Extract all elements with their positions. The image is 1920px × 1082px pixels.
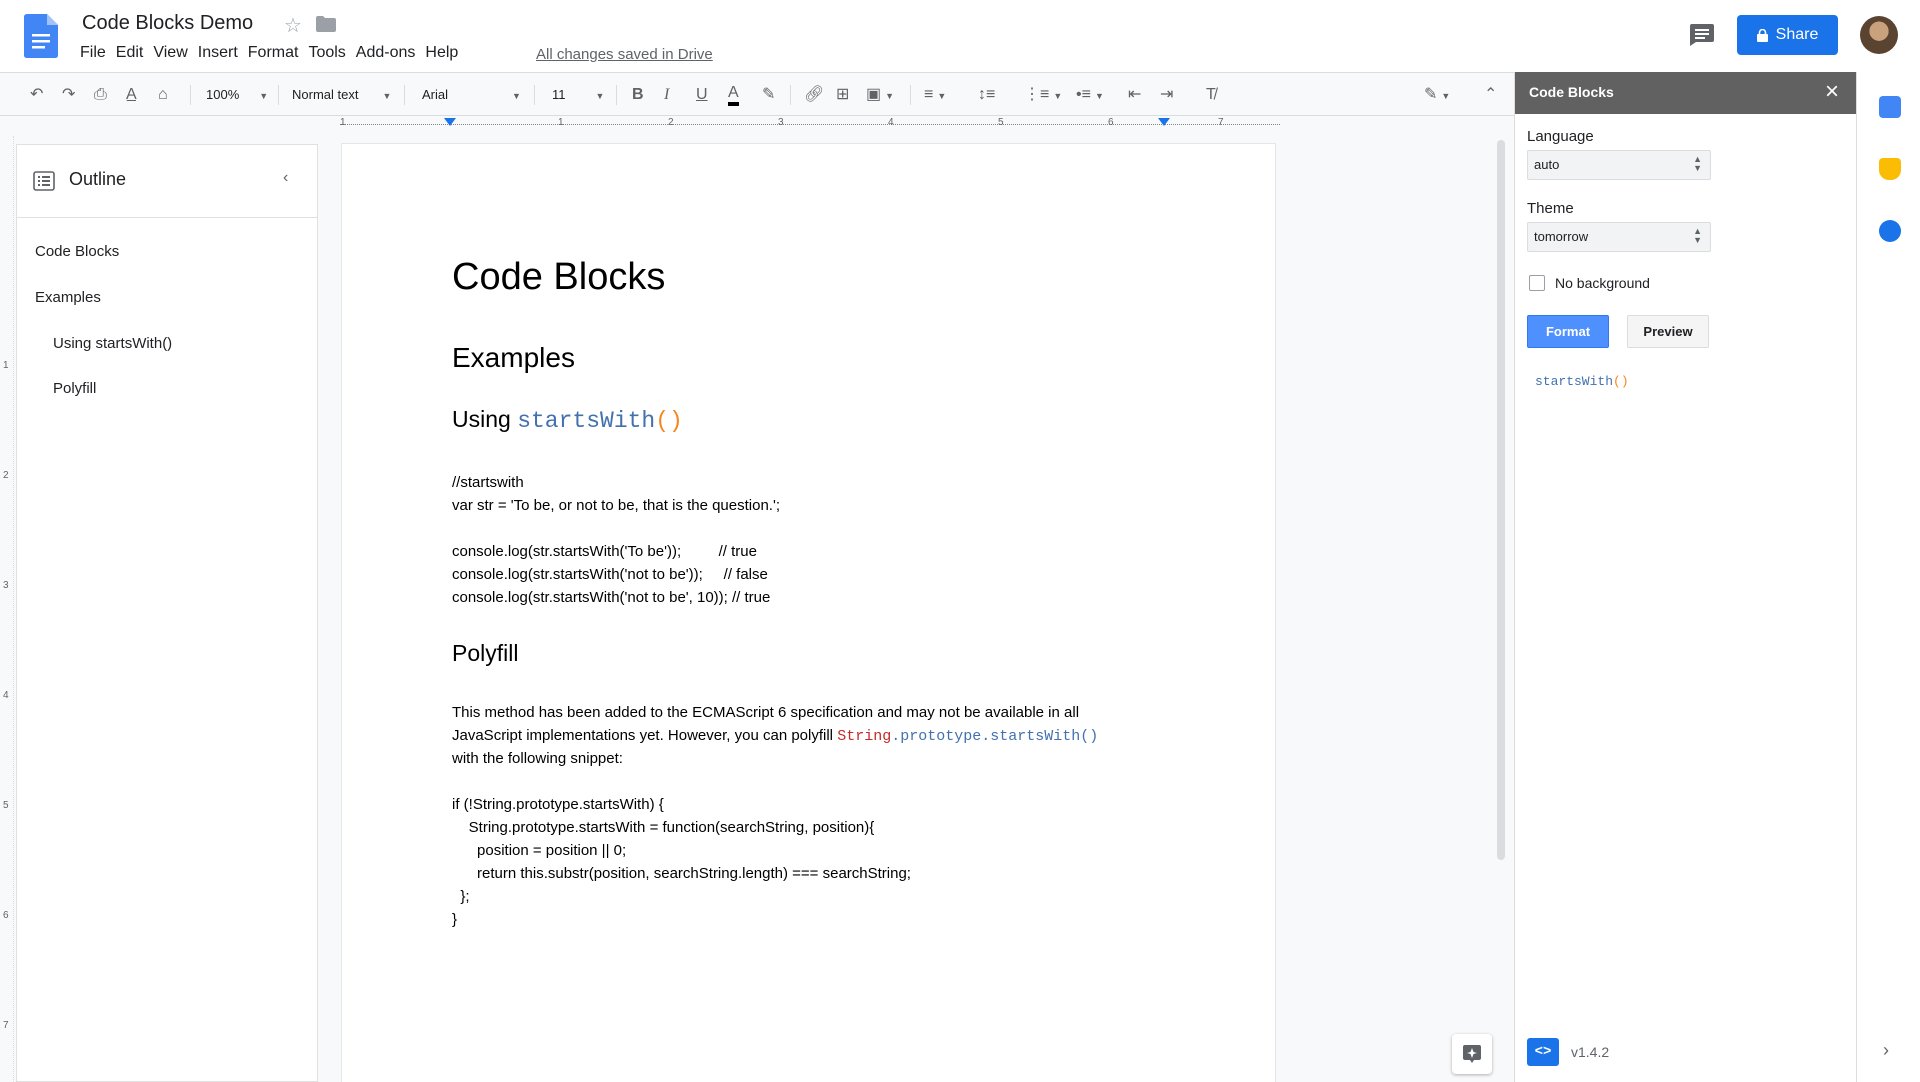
toolbar-divider — [790, 85, 791, 105]
menu-format[interactable]: Format — [247, 44, 299, 61]
header — [0, 0, 1920, 72]
style-value: Normal text — [292, 87, 359, 102]
heading-code-paren: () — [655, 408, 683, 434]
code-preview — [1535, 374, 1629, 389]
explore-button[interactable] — [1452, 1034, 1492, 1074]
menu-tools[interactable]: Tools — [308, 44, 346, 61]
collapse-toolbar-icon[interactable]: ⌃ — [1484, 86, 1498, 103]
ruler-number: 2 — [3, 470, 9, 481]
ruler-number: 1 — [340, 117, 346, 128]
zoom-value: 100% — [206, 87, 240, 102]
editing-mode-icon[interactable]: ✎ ▼ — [1424, 86, 1451, 103]
ruler-number: 6 — [1108, 117, 1114, 128]
paint-format-icon[interactable]: ⌂ — [158, 86, 168, 103]
ruler-number: 3 — [3, 580, 9, 591]
sidebar-header — [1515, 72, 1857, 114]
toolbar-divider — [278, 85, 279, 105]
ruler-number: 1 — [3, 360, 9, 371]
ruler-number: 7 — [3, 1020, 9, 1031]
heading-text: Using — [452, 406, 518, 432]
ruler-number: 5 — [998, 117, 1004, 128]
tasks-icon[interactable] — [1879, 220, 1901, 242]
ruler-number: 4 — [3, 690, 9, 701]
undo-icon[interactable]: ↶ — [30, 86, 44, 103]
ruler-number: 6 — [3, 910, 9, 921]
code-line[interactable]: return this.substr(position, searchString.length) === searchString; — [452, 865, 911, 882]
chevron-down-icon: ▼ — [885, 91, 895, 101]
toolbar — [0, 72, 1514, 116]
doc-heading-2[interactable]: Examples — [452, 342, 575, 373]
bulleted-list-icon[interactable]: •≡ ▼ — [1076, 86, 1104, 103]
ruler-number: 1 — [558, 117, 564, 128]
outline-list-icon — [33, 171, 55, 191]
chevron-down-icon: ▼ — [1441, 91, 1451, 101]
left-indent-marker[interactable] — [444, 118, 456, 126]
chevron-down-icon: ▼ — [512, 91, 521, 101]
font-value: Arial — [422, 87, 449, 102]
code-blocks-logo-icon: <> — [1527, 1038, 1559, 1066]
paragraph-line[interactable] — [452, 727, 1098, 745]
menu-view[interactable]: View — [153, 44, 188, 61]
theme-value: tomorrow — [1534, 229, 1589, 244]
menu-file[interactable]: File — [80, 44, 106, 61]
version-label: v1.4.2 — [1571, 1044, 1610, 1060]
docs-logo-icon[interactable] — [24, 14, 58, 58]
language-value: auto — [1534, 157, 1560, 172]
vertical-ruler[interactable] — [0, 136, 14, 1082]
insert-image-icon[interactable]: ▣ ▼ — [866, 86, 895, 103]
menu-bar — [80, 44, 466, 62]
heading-code: startsWith — [517, 408, 656, 434]
clear-formatting-icon[interactable]: T̸ — [1206, 86, 1216, 103]
comment-icon[interactable] — [1690, 24, 1714, 46]
folder-icon[interactable] — [316, 16, 336, 32]
preview-code: startsWith — [1535, 374, 1614, 389]
theme-label: Theme — [1527, 200, 1574, 217]
text-color-button[interactable]: A — [728, 84, 739, 106]
doc-heading-using[interactable] — [452, 406, 683, 434]
redo-icon[interactable]: ↷ — [62, 86, 76, 103]
divider — [17, 217, 317, 218]
paragraph-text: JavaScript implementations yet. However, you can polyfill — [452, 727, 838, 744]
code-line[interactable]: position = position || 0; — [452, 842, 627, 859]
increase-indent-icon[interactable]: ⇥ — [1160, 86, 1174, 103]
no-background-checkbox[interactable] — [1529, 275, 1545, 291]
chevron-down-icon: ▼ — [382, 91, 392, 101]
ruler-number: 7 — [1218, 117, 1224, 128]
code-line[interactable]: }; — [452, 888, 470, 905]
toolbar-divider — [910, 85, 911, 105]
paragraph-line[interactable]: with the following snippet: — [452, 750, 623, 767]
code-line[interactable]: //startswith — [452, 474, 524, 491]
code-blocks-sidebar — [1514, 72, 1856, 1082]
chevron-down-icon: ▼ — [1094, 91, 1104, 101]
format-button[interactable]: Format — [1527, 315, 1609, 348]
outline-title: Outline — [69, 169, 127, 189]
toolbar-divider — [534, 85, 535, 105]
numbered-list-icon[interactable]: ⋮≡ ▼ — [1024, 86, 1063, 103]
align-icon[interactable]: ≡ ▼ — [924, 86, 947, 103]
menu-addons[interactable]: Add-ons — [355, 44, 416, 61]
highlight-icon[interactable]: ✎ — [762, 86, 776, 103]
outline-item-polyfill[interactable]: Polyfill — [53, 380, 97, 397]
code-line[interactable]: if (!String.prototype.startsWith) { — [452, 796, 664, 813]
code-line[interactable]: console.log(str.startsWith('To be')); // true — [452, 543, 757, 560]
sidebar-title: Code Blocks — [1529, 84, 1614, 100]
decrease-indent-icon[interactable]: ⇤ — [1128, 86, 1142, 103]
language-select[interactable] — [1527, 150, 1711, 180]
document-scrollbar[interactable] — [1497, 140, 1505, 860]
code-line[interactable]: console.log(str.startsWith('not to be', 10)); // true — [452, 589, 771, 606]
chevron-right-icon[interactable]: › — [1883, 1040, 1889, 1060]
chevron-down-icon: ▼ — [259, 91, 269, 101]
theme-select[interactable] — [1527, 222, 1711, 252]
code-line[interactable]: String.prototype.startsWith = function(searchString, position){ — [452, 819, 875, 836]
bold-button[interactable]: B — [632, 86, 644, 103]
menu-edit[interactable]: Edit — [115, 44, 144, 61]
ruler-number: 4 — [888, 117, 894, 128]
select-arrows-icon: ▲ ▼ — [1693, 154, 1702, 173]
avatar[interactable] — [1860, 16, 1898, 54]
ruler-track — [340, 124, 1280, 125]
save-status[interactable]: All changes saved in Drive — [536, 46, 713, 63]
share-button[interactable] — [1737, 15, 1838, 55]
ruler-number: 5 — [3, 800, 9, 811]
toolbar-divider — [190, 85, 191, 105]
code-line[interactable]: } — [452, 911, 458, 928]
ruler-number: 2 — [668, 117, 674, 128]
spellcheck-icon[interactable]: A̲ — [126, 86, 137, 103]
preview-paren: () — [1613, 374, 1629, 389]
inline-code: .prototype.startsWith() — [891, 728, 1099, 745]
explore-icon — [1462, 1044, 1482, 1064]
print-icon[interactable]: ⎙ — [94, 86, 107, 103]
document-page[interactable] — [342, 144, 1275, 1082]
language-label: Language — [1527, 128, 1594, 145]
outline-panel — [16, 144, 318, 1082]
line-spacing-icon[interactable]: ↕≡ — [978, 86, 996, 103]
outline-item-code-blocks[interactable]: Code Blocks — [35, 243, 120, 260]
font-size-select[interactable] — [552, 84, 604, 106]
menu-help[interactable]: Help — [425, 44, 459, 61]
menu-insert[interactable]: Insert — [197, 44, 238, 61]
chevron-down-icon: ▼ — [595, 91, 605, 101]
side-panel — [1856, 72, 1920, 1082]
right-indent-marker[interactable] — [1158, 118, 1170, 126]
doc-heading-polyfill[interactable]: Polyfill — [452, 640, 519, 666]
preview-button[interactable]: Preview — [1627, 315, 1709, 348]
outline-item-examples[interactable]: Examples — [35, 289, 101, 306]
zoom-select[interactable] — [206, 84, 268, 106]
underline-button[interactable]: U — [696, 86, 708, 103]
calendar-icon[interactable] — [1879, 96, 1901, 118]
no-background-label[interactable]: No background — [1555, 275, 1650, 291]
close-icon[interactable]: × — [1825, 78, 1840, 105]
chevron-down-icon: ▼ — [1053, 91, 1063, 101]
code-line[interactable]: var str = 'To be, or not to be, that is the question.'; — [452, 497, 780, 514]
code-line[interactable]: console.log(str.startsWith('not to be')); // false — [452, 566, 768, 583]
toolbar-divider — [616, 85, 617, 105]
share-label: Share — [1775, 26, 1819, 43]
chevron-down-icon: ▼ — [937, 91, 947, 101]
link-icon[interactable]: 🔗︎ — [804, 86, 825, 103]
doc-heading-1[interactable]: Code Blocks — [452, 256, 666, 298]
insert-comment-icon[interactable]: ⊞ — [836, 86, 850, 103]
keep-icon[interactable] — [1879, 158, 1901, 180]
font-size-value: 11 — [552, 87, 566, 102]
inline-code-string: String — [837, 728, 892, 745]
chevron-left-icon[interactable]: ‹ — [283, 169, 289, 186]
style-select[interactable] — [292, 84, 391, 106]
horizontal-ruler[interactable] — [340, 116, 1280, 136]
ruler-number: 3 — [778, 117, 784, 128]
outline-item-using-startswith[interactable]: Using startsWith() — [53, 335, 173, 352]
font-select[interactable] — [422, 84, 521, 106]
lock-icon — [1757, 29, 1768, 42]
toolbar-divider — [404, 85, 405, 105]
select-arrows-icon: ▲ ▼ — [1693, 226, 1702, 245]
paragraph-line[interactable]: This method has been added to the ECMAScript 6 specification and may not be available in all — [452, 704, 1080, 721]
italic-button[interactable]: I — [664, 86, 670, 103]
star-icon[interactable]: ☆ — [284, 15, 302, 37]
doc-title[interactable]: Code Blocks Demo — [82, 12, 254, 34]
